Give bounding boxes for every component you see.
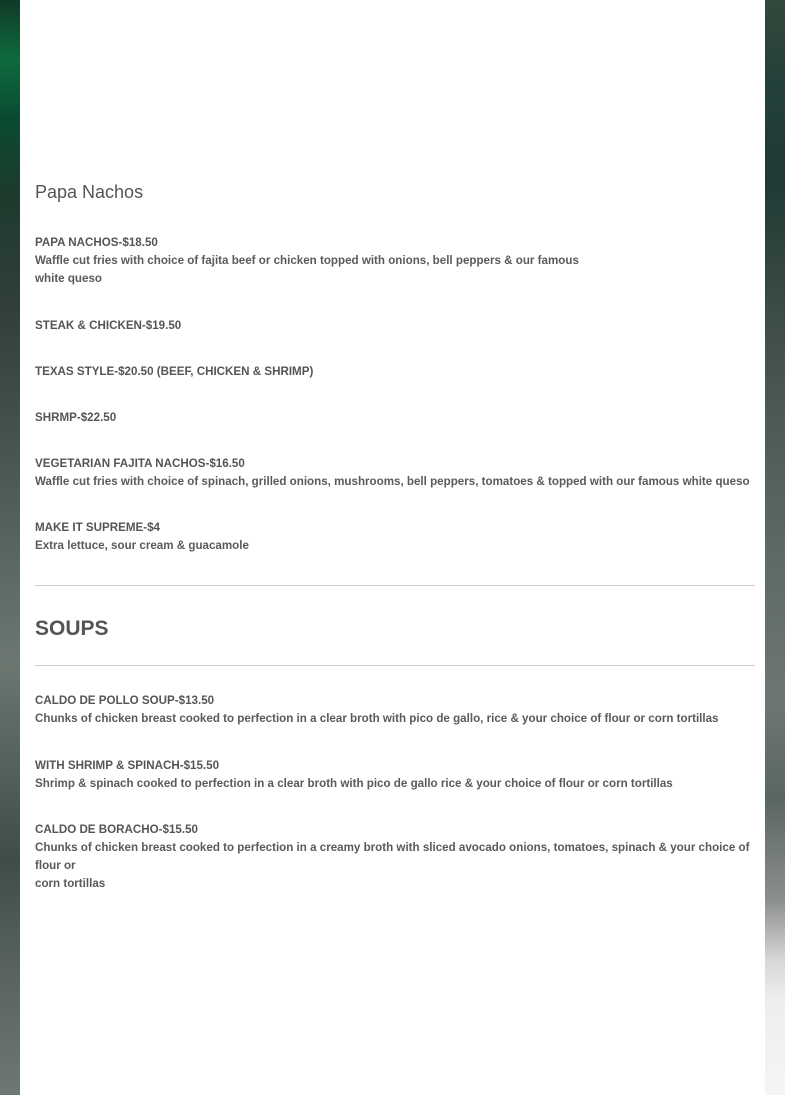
menu-item-description: corn tortillas — [35, 877, 106, 890]
menu-item-shrimp-spinach-soup — [35, 757, 755, 793]
menu-item-description: Chunks of chicken breast cooked to perfection in a clear broth with pico de gallo, rice & your choice of flour or corn tortillas — [35, 712, 719, 725]
menu-item-description: Shrimp & spinach cooked to perfection in a clear broth with pico de gallo rice & your choice of flour or corn tortillas — [35, 777, 673, 790]
menu-item-texas-style — [35, 363, 755, 381]
menu-item-name: SHRMP-$22.50 — [35, 411, 117, 424]
section-divider — [35, 665, 755, 666]
menu-panel — [20, 0, 765, 1095]
menu-item-name: CALDO DE BORACHO-$15.50 — [35, 823, 198, 836]
menu-item-name: STEAK & CHICKEN-$19.50 — [35, 319, 182, 332]
menu-item-name: CALDO DE POLLO SOUP-$13.50 — [35, 694, 215, 707]
menu-item-description: Waffle cut fries with choice of fajita beef or chicken topped with onions, bell peppers & our famous — [35, 254, 579, 267]
menu-item-caldo-de-boracho — [35, 821, 755, 893]
menu-item-steak-chicken — [35, 317, 755, 335]
menu-item-name: MAKE IT SUPREME-$4 — [35, 521, 160, 534]
section-title-papa-nachos: Papa Nachos — [35, 182, 144, 202]
menu-item-name: TEXAS STYLE-$20.50 (BEEF, CHICKEN & SHRIMP) — [35, 365, 314, 378]
section-title-soups: SOUPS — [35, 617, 109, 640]
menu-item-name: VEGETARIAN FAJITA NACHOS-$16.50 — [35, 457, 245, 470]
menu-item-description: Chunks of chicken breast cooked to perfection in a creamy broth with sliced avocado onions, tomatoes, spinach & your choice of flour or — [35, 841, 750, 872]
menu-item-name: WITH SHRIMP & SPINACH-$15.50 — [35, 759, 220, 772]
menu-item-shrimp — [35, 409, 755, 427]
menu-item-vegetarian-fajita-nachos — [35, 455, 755, 491]
background-photo-right — [765, 0, 785, 1095]
menu-item-description: Waffle cut fries with choice of spinach, grilled onions, mushrooms, bell peppers, tomatoes & topped with our famous white queso — [35, 475, 750, 488]
menu-item-make-it-supreme — [35, 519, 755, 555]
menu-item-description: Extra lettuce, sour cream & guacamole — [35, 539, 249, 552]
background-photo-left — [0, 0, 20, 1095]
menu-item-papa-nachos — [35, 234, 755, 288]
menu-item-description: white queso — [35, 272, 102, 285]
menu-item-name: PAPA NACHOS-$18.50 — [35, 236, 158, 249]
menu-item-caldo-de-pollo — [35, 692, 755, 728]
section-divider — [35, 585, 755, 586]
